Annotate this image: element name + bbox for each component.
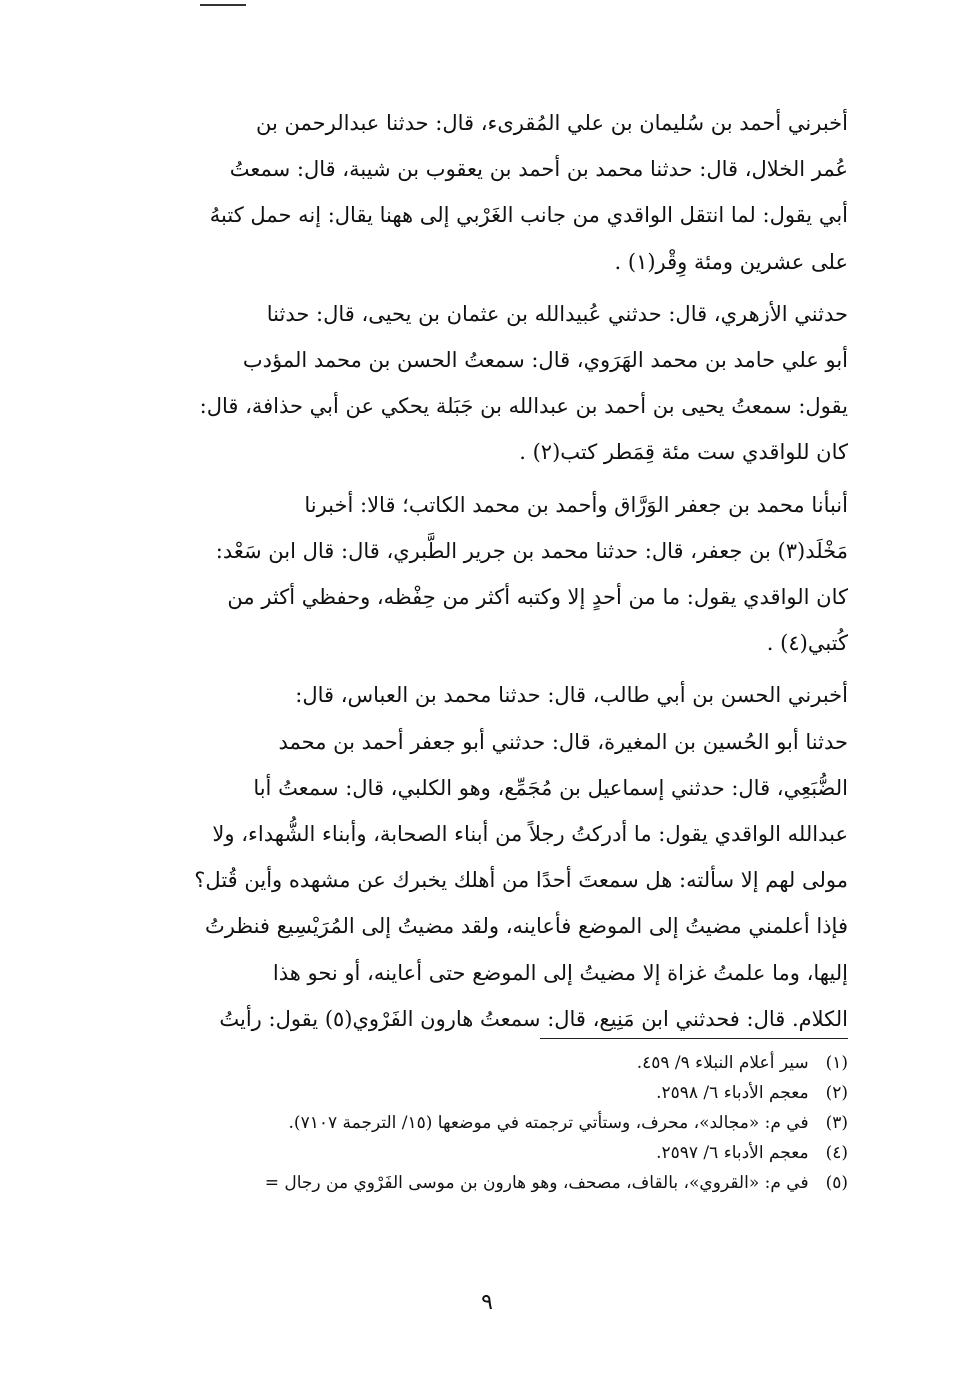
top-ornament-line: [200, 4, 246, 9]
text-line: أخبرني الحسن بن أبي طالب، قال: حدثنا محمد بن العباس، قال:: [295, 683, 848, 708]
text-line: على عشرين ومئة وِقْر(١) .: [614, 249, 848, 274]
footnote-separator: [540, 1038, 848, 1039]
text-line: حدثنا أبو الحُسين بن المغيرة، قال: حدثني أبو جعفر أحمد بن محمد: [278, 729, 848, 754]
footnote-number: (٣): [825, 1113, 848, 1133]
paragraph-1: [130, 100, 848, 285]
footnote-2: [130, 1078, 848, 1108]
text-line: كُتبي(٤) .: [766, 631, 848, 656]
text-line: مولى لهم إلا سألته: هل سمعتَ أحدًا من أهلك يخبرك عن مشهده وأين قُتل؟: [194, 868, 848, 893]
paragraph-2: [130, 291, 848, 476]
footnote-text: معجم الأدباء ٦/ ٢٥٩٨.: [656, 1083, 809, 1103]
footnote-number: (٢): [825, 1083, 848, 1103]
footnote-5: [130, 1168, 848, 1198]
footnote-number: (٥): [825, 1173, 848, 1193]
main-text: [130, 100, 848, 1042]
page-number: ٩: [481, 1290, 493, 1315]
footnote-number: (١): [825, 1053, 848, 1073]
text-line: أخبرني أحمد بن سُليمان بن علي المُقرىء، قال: حدثنا عبدالرحمن بن: [256, 111, 848, 135]
text-line: حدثني الأزهري، قال: حدثني عُبيدالله بن عثمان بن يحيى، قال: حدثنا: [266, 301, 848, 326]
paragraph-4: [130, 672, 848, 1042]
text-line: أنبأنا محمد بن جعفر الوَرَّاق وأحمد بن محمد الكاتب؛ قالا: أخبرنا: [304, 492, 848, 517]
text-line: كان الواقدي يقول: ما من أحدٍ إلا وكتبه أكثر من حِفْظه، وحفظي أكثر من: [227, 585, 848, 610]
text-line: يقول: سمعتُ يحيى بن أحمد بن عبدالله بن جَبَلة يحكي عن أبي حذافة، قال:: [199, 394, 848, 419]
footnote-text: في م: «مجالد»، محرف، وستأتي ترجمته في موضعها (١٥/ الترجمة ٧١٠٧).: [288, 1113, 809, 1133]
footnotes: [130, 1048, 848, 1198]
footnote-1: [130, 1048, 848, 1078]
footnote-text: في م: «القروي»، بالقاف، مصحف، وهو هارون بن موسى الفَرْوي من رجال =: [264, 1173, 809, 1193]
text-line: الكلام. قال: فحدثني ابن مَنِيع، قال: سمعتُ هارون الفَرْوي(٥) يقول: رأيتُ: [219, 1006, 848, 1031]
text-line: عبدالله الواقدي يقول: ما أدركتُ رجلاً من أبناء الصحابة، وأبناء الشُّهداء، ولا: [212, 822, 848, 847]
text-line: الضُّبَعِي، قال: حدثني إسماعيل بن مُجَمِّع، وهو الكلبي، قال: سمعتُ أبا: [253, 775, 848, 800]
footnote-4: [130, 1138, 848, 1168]
footnote-3: [130, 1108, 848, 1138]
paragraph-3: [130, 482, 848, 667]
text-line: أبي يقول: لما انتقل الواقدي من جانب الغَرْبي إلى ههنا يقال: إنه حمل كتبهُ: [209, 203, 848, 228]
text-line: فإذا أعلمني مضيتُ إلى الموضع فأعاينه، ولقد مضيتُ إلى المُرَيْسِيع فنظرتُ: [205, 914, 848, 939]
footnote-number: (٤): [825, 1143, 848, 1163]
text-line: إليها، وما علمتُ غزاة إلا مضيتُ إلى الموضع حتى أعاينه، أو نحو هذا: [272, 960, 848, 985]
text-line: عُمر الخلال، قال: حدثنا محمد بن أحمد بن يعقوب بن شيبة، قال: سمعتُ: [229, 157, 848, 182]
text-line: كان للواقدي ست مئة قِمَطر كتب(٢) .: [519, 440, 848, 465]
footnote-text: سير أعلام النبلاء ٩/ ٤٥٩.: [636, 1053, 809, 1073]
text-line: مَخْلَد(٣) بن جعفر، قال: حدثنا محمد بن جرير الطَّبري، قال: قال ابن سَعْد:: [215, 538, 848, 563]
text-line: أبو علي حامد بن محمد الهَرَوي، قال: سمعتُ الحسن بن محمد المؤدب: [242, 348, 848, 373]
footnote-text: معجم الأدباء ٦/ ٢٥٩٧.: [656, 1143, 809, 1163]
